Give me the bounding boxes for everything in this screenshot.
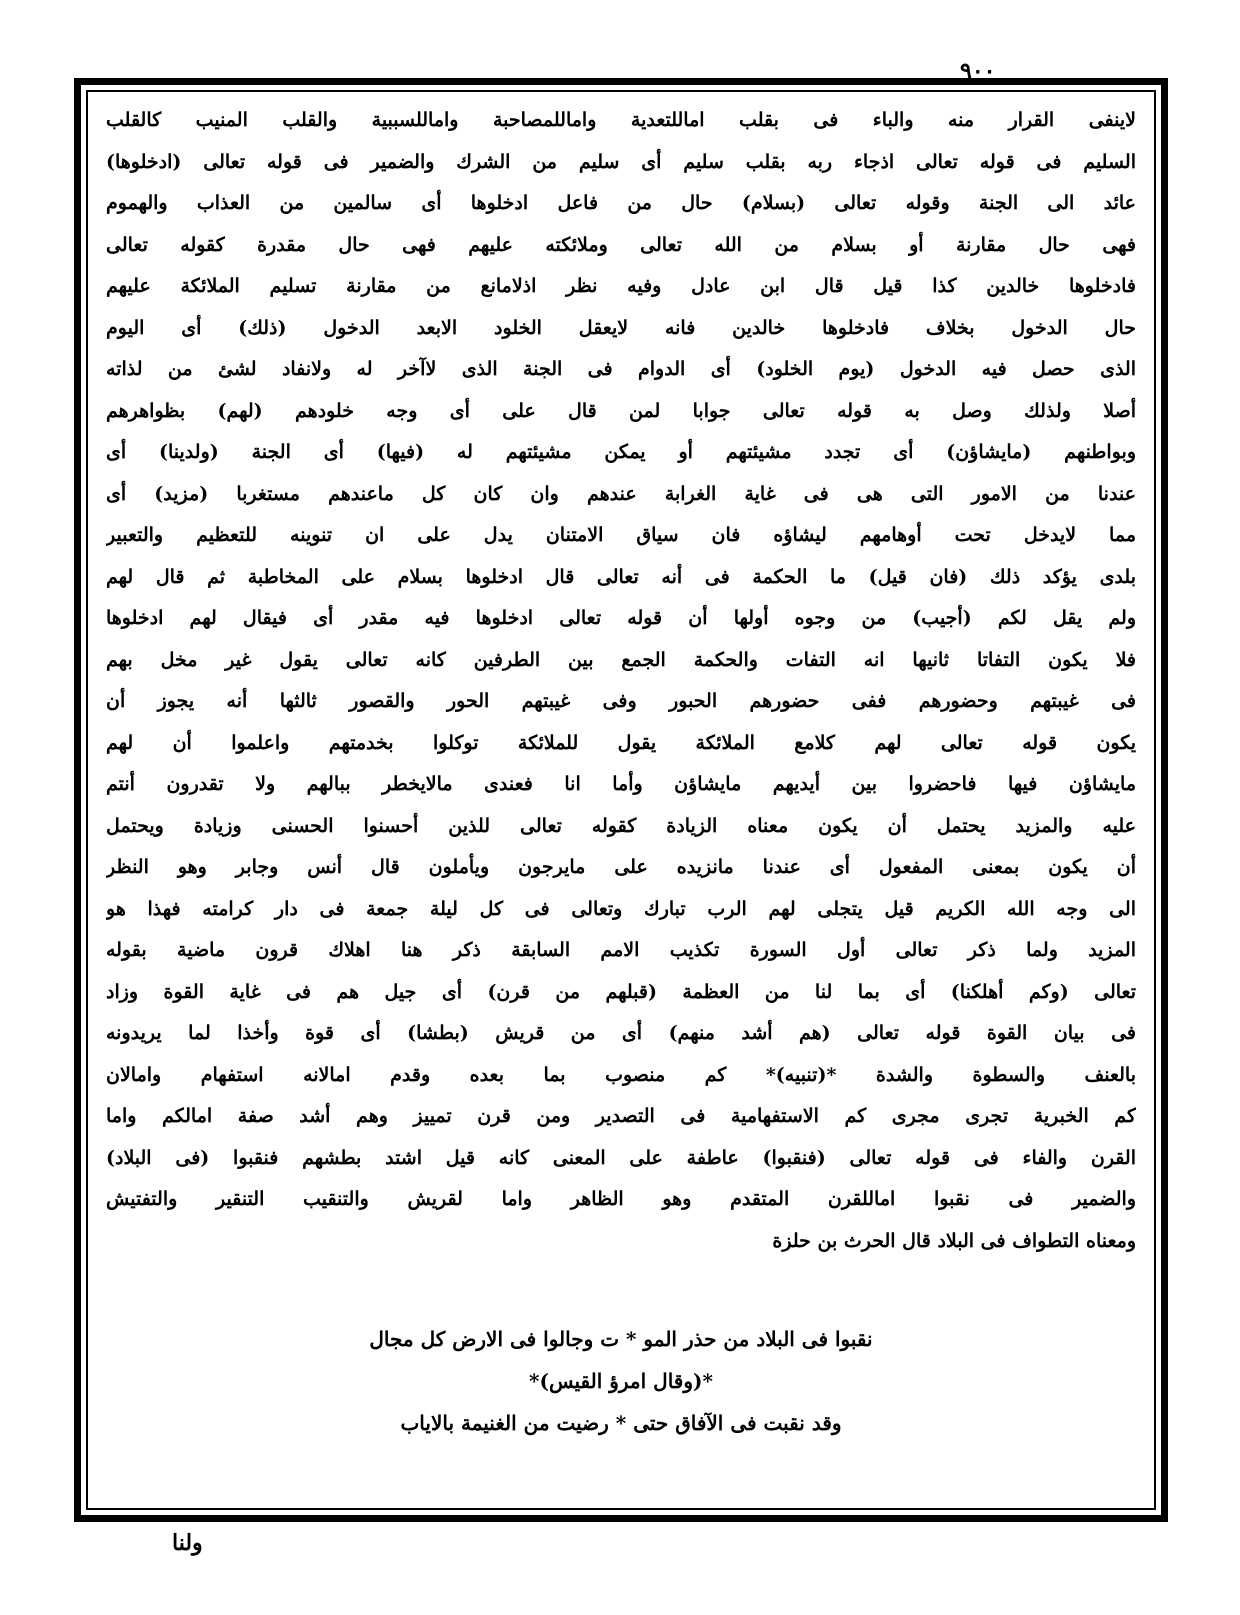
catchword: ولنا bbox=[172, 1530, 203, 1556]
main-text-block bbox=[106, 100, 1136, 1262]
text-line: فى غيبتهم وحضورهم ففى حضورهم الحبور وفى غيبتهم الحور والقصور ثالثها أنه يجوز أن bbox=[106, 690, 1136, 712]
text-line: كم الخبرية تجرى مجرى كم الاستفهامية فى التصدير ومن قرن تمييز وهم أشد صفة امالكم واما bbox=[106, 1105, 1136, 1127]
text-line: وبواطنهم (مايشاؤن) أى تجدد مشيئتهم أو يمكن مشيئتهم له (فيها) أى الجنة (ولدينا) أى bbox=[106, 441, 1136, 463]
text-line: تعالى (وكم أهلكنا) أى بما لنا من العظمة (قبلهم من قرن) أى جيل هم فى غاية القوة وزاد bbox=[106, 980, 1136, 1003]
text-line: أصلا ولذلك وصل به قوله تعالى جوابا لمن قال على أى وجه خلودهم (لهم) بظواهرهم bbox=[106, 399, 1136, 422]
verse-line: نقبوا فى البلاد من حذر المو * ت وجالوا فى الارض كل مجال bbox=[369, 1327, 873, 1351]
text-line: حال الدخول بخلاف فادخلوها خالدين فانه لايعقل الخلود الابعد الدخول (ذلك) أى اليوم bbox=[106, 316, 1136, 339]
text-line: بلدى يؤكد ذلك (فان قيل) ما الحكمة فى أنه تعالى قال ادخلوها بسلام على المخاطبة ثم قال لهم bbox=[106, 565, 1136, 588]
text-line: لاينفى القرار منه والباء فى بقلب اماللتعدية واماللمصاحبة واماللسببية والقلب المنيب كالقلب bbox=[106, 109, 1136, 131]
text-line: مما لايدخل تحت أوهامهم ليشاؤه فان سياق الامتنان يدل على ان تنوينه للتعظيم والتعبير bbox=[106, 524, 1136, 546]
text-line: بالعنف والسطوة والشدة *(تنبيه)* كم منصوب بما بعده وقدم امالانه استفهام وامالان bbox=[106, 1063, 1136, 1086]
text-line: ومعناه التطواف فى البلاد قال الحرث بن حلزة bbox=[772, 1229, 1136, 1252]
poetry-verses bbox=[106, 1318, 1136, 1444]
text-line: فهى حال مقارنة أو بسلام من الله تعالى وملائكته عليهم فهى حال مقدرة كقوله تعالى bbox=[106, 233, 1136, 256]
page-number: ٩٠٠ bbox=[960, 58, 996, 84]
verse-line: *(وقال امرؤ القيس)* bbox=[529, 1369, 713, 1393]
text-line: فادخلوها خالدين كذا قيل قال ابن عادل وفيه نظر اذلامانع من مقارنة تسليم الملائكة عليهم bbox=[106, 275, 1136, 297]
text-line: عائد الى الجنة وقوله تعالى (بسلام) حال من فاعل ادخلوها أى سالمين من العذاب والهموم bbox=[106, 192, 1136, 214]
text-line: فى بيان القوة قوله تعالى (هم أشد منهم) أى من قريش (بطشا) أى قوة وأخذا لما يريدونه bbox=[106, 1022, 1136, 1044]
text-line: عليه والمزيد يحتمل أن يكون معناه الزيادة كقوله تعالى للذين أحسنوا الحسنى وزيادة ويحتمل bbox=[106, 814, 1136, 837]
text-line: والضمير فى نقبوا اماللقرن المتقدم وهو الظاهر واما لقريش والتنقيب التنقير والتفتيش bbox=[106, 1188, 1136, 1210]
text-line: الى وجه الله الكريم قيل يتجلى لهم الرب تبارك وتعالى فى كل ليلة جمعة فى دار كرامته فهذا هو bbox=[106, 897, 1136, 920]
text-line: القرن والفاء فى قوله تعالى (فنقبوا) عاطفة على المعنى كانه قيل اشتد بطشهم فنقبوا (فى البلاد) bbox=[106, 1146, 1136, 1169]
text-line: مايشاؤن فيها فاحضروا بين أيديهم مايشاؤن وأما انا فعندى مالايخطر ببالهم ولا تقدرون أنتم bbox=[106, 773, 1136, 795]
verse-line: وقد نقبت فى الآفاق حتى * رضيت من الغنيمة بالاياب bbox=[400, 1411, 842, 1435]
text-line: فلا يكون التفاتا ثانيها انه التفات والحكمة الجمع بين الطرفين كانه تعالى يقول غير مخل بهم bbox=[106, 648, 1136, 671]
text-line: عندنا من الامور التى هى فى غاية الغرابة عندهم وان كان كل ماعندهم مستغربا (مزيد) أى bbox=[106, 482, 1136, 505]
text-line: المزيد ولما ذكر تعالى أول السورة تكذيب الامم السابقة ذكر هنا اهلاك قرون ماضية بقوله bbox=[106, 939, 1136, 961]
text-line: الذى حصل فيه الدخول (يوم الخلود) أى الدوام فى الجنة الذى لاآخر له ولانفاد لشئ من لذاته bbox=[106, 358, 1136, 380]
text-line: يكون قوله تعالى لهم كلامع الملائكة يقول للملائكة توكلوا بخدمتهم واعلموا أن لهم bbox=[106, 731, 1136, 754]
text-line: السليم فى قوله تعالى اذجاء ربه بقلب سليم أى سليم من الشرك والضمير فى قوله تعالى (ادخلوها) bbox=[106, 150, 1136, 173]
text-line: أن يكون بمعنى المفعول أى عندنا مانزيده على مايرجون ويأملون قال أنس وجابر وهو النظر bbox=[106, 856, 1136, 878]
text-line: ولم يقل لكم (أجيب) من وجوه أولها أن قوله تعالى ادخلوها فيه مقدر أى فيقال لهم ادخلوها bbox=[106, 607, 1136, 629]
